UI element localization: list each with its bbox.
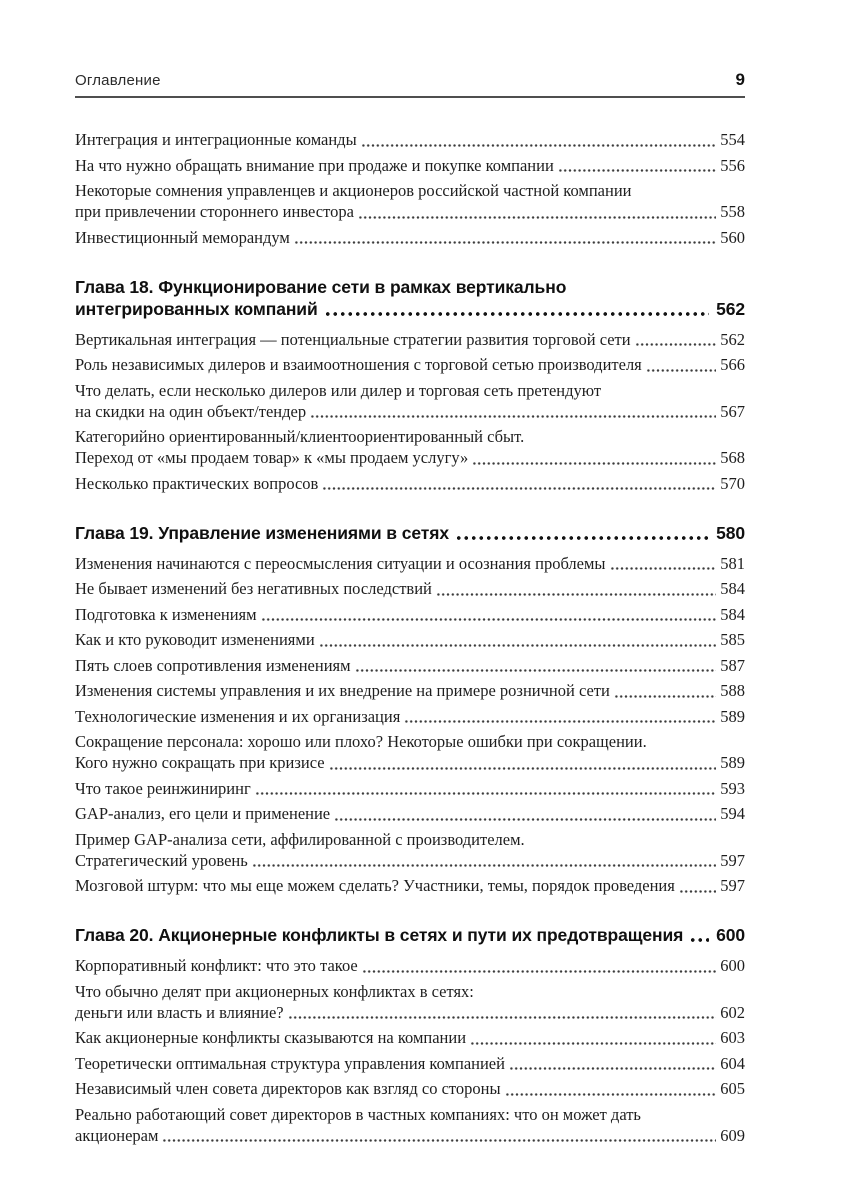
chapter-heading-row [75,298,745,320]
toc-entry [75,354,745,375]
toc-entry [75,473,745,494]
running-header-title: Оглавление [75,72,161,89]
dotted-leader [470,1042,716,1045]
toc-entry [75,778,745,799]
dotted-leader [509,1067,716,1070]
toc-entry [75,731,745,773]
dotted-leader [322,487,716,490]
dotted-leader [355,669,717,672]
chapter-heading [75,276,745,320]
page-number: 9 [735,70,745,89]
toc-entry-page-number: 609 [720,1125,745,1145]
toc-entry-text: Несколько практических вопросов [75,473,319,493]
toc-entry-text: Мозговой штурм: что мы еще можем сделать? Участники, темы, порядок проведения [75,876,675,895]
toc-entry-row [75,354,745,375]
toc-entry-text: Вертикальная интеграция — потенциальные стратегии развития торговой сети [75,329,631,349]
toc-entry [75,981,745,1023]
dotted-leader [329,767,717,770]
toc-entry-row [75,329,745,350]
toc-entry-row [75,227,745,248]
dotted-leader [324,312,709,316]
dotted-leader [455,536,709,540]
toc-entry-row [75,955,745,976]
toc-entry-page-number: 587 [720,655,745,675]
toc-entry-text: Теоретически оптимальная структура управления компанией [75,1053,505,1073]
chapter-heading-row [75,522,745,544]
toc-entry-text: Сокращение персонала: хорошо или плохо? Некоторые ошибки при сокращении. [75,732,647,751]
toc-entry-row [75,129,745,150]
toc-entry-row [75,680,745,701]
toc-entry [75,129,745,150]
toc-entry-text: Что обычно делят при акционерных конфликтах в сетях: [75,981,474,1001]
toc-entry-row [75,1027,745,1048]
dotted-leader [310,415,716,418]
toc-entry [75,629,745,650]
dotted-leader [361,144,717,147]
toc-entry-page-number: 584 [720,604,745,624]
toc-entry-text: Что такое реинжиниринг [75,778,251,798]
dotted-leader [635,343,717,346]
toc-entry-text: Пять слоев сопротивления изменениям [75,655,351,675]
chapter-page-number: 562 [716,298,745,319]
toc-entry-page-number: 567 [720,401,745,421]
chapter-heading-text: Глава 19. Управление изменениями в сетях [75,522,449,543]
toc-entry-page-number: 603 [720,1028,745,1047]
toc-entry-text: Изменения начинаются с переосмысления ситуации и осознания проблемы [75,553,606,573]
toc-entry-text: Интеграция и интеграционные команды [75,130,357,149]
toc-entry-page-number: 589 [720,706,745,726]
toc-entry-row [75,778,745,799]
toc-entry-page-number: 605 [720,1079,745,1098]
toc-entry [75,706,745,727]
toc-entry-row [75,850,745,871]
toc-entry [75,680,745,701]
dotted-leader [404,720,716,723]
dotted-leader [294,241,716,244]
chapter-heading [75,522,745,544]
dotted-leader [255,792,717,795]
toc-entry [75,1078,745,1099]
toc-entry-row [75,1078,745,1099]
toc-entry-row [75,473,745,494]
dotted-leader [610,567,717,570]
toc-entry [75,875,745,896]
toc-entry-row [75,578,745,599]
chapter-heading-text: интегрированных компаний [75,298,318,319]
toc-entry-row [75,655,745,676]
toc-entry-page-number: 581 [720,553,745,573]
toc-entry [75,829,745,871]
toc-entry-text: На что нужно обращать внимание при продаже и покупке компании [75,155,554,175]
chapter-heading-text: Глава 20. Акционерные конфликты в сетях и пути их предотвращения [75,925,684,945]
toc-entry-page-number: 566 [720,355,745,374]
toc-entry-page-number: 594 [720,804,745,823]
toc-entry-page-number: 600 [720,956,745,975]
toc-list [75,98,745,1146]
toc-entry-row [75,155,745,176]
toc-entry-text: Стратегический уровень [75,850,248,870]
dotted-leader [436,593,716,596]
toc-entry-page-number: 584 [720,579,745,598]
toc-entry-text: Как и кто руководит изменениями [75,630,315,649]
toc-entry [75,329,745,350]
page-header [75,70,745,98]
dotted-leader [614,695,716,698]
dotted-leader [162,1139,716,1142]
dotted-leader [252,864,716,867]
toc-entry-text: Некоторые сомнения управленцев и акционеров российской частной компании [75,181,632,200]
toc-entry-row [75,553,745,574]
toc-entry [75,553,745,574]
dotted-leader [505,1093,717,1096]
toc-entry [75,1053,745,1074]
dotted-leader [472,462,716,465]
toc-entry-page-number: 562 [720,329,745,349]
chapter-heading [75,924,745,946]
toc-entry-page-number: 602 [720,1002,745,1022]
toc-entry-text: Что делать, если несколько дилеров или дилер и торговая сеть претендуют [75,380,602,400]
toc-entry [75,180,745,222]
toc-entry-row [75,401,745,422]
toc-entry-text: Технологические изменения и их организация [75,706,401,726]
toc-entry-row [75,752,745,773]
toc-entry-page-number: 568 [720,448,745,467]
chapter-heading-row [75,924,745,946]
toc-entry [75,655,745,676]
toc-entry-text: акционерам [75,1125,159,1145]
toc-entry-text: Как акционерные конфликты сказываются на компании [75,1028,467,1047]
dotted-leader [358,216,716,219]
dotted-leader [319,644,717,647]
dotted-leader [261,618,717,621]
toc-entry-page-number: 554 [720,130,745,149]
toc-entry [75,1104,745,1146]
toc-entry-text: Реально работающий совет директоров в частных компаниях: что он может дать [75,1104,641,1124]
toc-entry-page-number: 589 [720,753,745,772]
dotted-leader [334,818,716,821]
dotted-leader [646,369,716,372]
dotted-leader [679,890,716,893]
toc-entry-page-number: 585 [720,630,745,649]
toc-entry [75,803,745,824]
toc-entry [75,227,745,248]
toc-entry-page-number: 593 [720,778,745,798]
dotted-leader [689,938,709,942]
toc-entry-text: Переход от «мы продаем товар» к «мы продаем услугу» [75,448,469,467]
toc-entry-row [75,803,745,824]
toc-entry-page-number: 558 [720,202,745,221]
toc-entry [75,155,745,176]
toc-entry-row [75,1125,745,1146]
toc-entry-text: Инвестиционный меморандум [75,227,290,247]
toc-entry-text: Категорийно ориентированный/клиентоориентированный сбыт. [75,427,525,446]
toc-entry-page-number: 560 [720,227,745,247]
toc-entry-row [75,447,745,468]
toc-entry-page-number: 597 [720,876,745,895]
toc-entry-text: Независимый член совета директоров как взгляд со стороны [75,1079,501,1098]
toc-entry [75,426,745,468]
toc-entry-row [75,604,745,625]
toc-entry-text: при привлечении стороннего инвестора [75,202,354,221]
toc-entry-row [75,201,745,222]
toc-entry-row [75,706,745,727]
toc-entry-text: Подготовка к изменениям [75,604,257,624]
chapter-page-number: 600 [716,925,745,945]
toc-entry-text: деньги или власть и влияние? [75,1002,284,1022]
toc-entry-text: Корпоративный конфликт: что это такое [75,956,358,975]
toc-entry-page-number: 570 [720,473,745,493]
dotted-leader [362,970,717,973]
toc-entry [75,380,745,422]
toc-entry-page-number: 604 [720,1053,745,1073]
toc-entry [75,1027,745,1048]
toc-entry-page-number: 597 [720,850,745,870]
dotted-leader [558,169,716,172]
toc-entry-text: GAP-анализ, его цели и применение [75,804,331,823]
toc-entry-text: Пример GAP-анализа сети, аффилированной с производителем. [75,829,525,849]
toc-entry-text: на скидки на один объект/тендер [75,401,307,421]
toc-entry [75,604,745,625]
toc-entry-text: Кого нужно сокращать при кризисе [75,753,325,772]
chapter-heading-text: Глава 18. Функционирование сети в рамках вертикально [75,276,567,297]
dotted-leader [288,1016,717,1019]
toc-entry-page-number: 588 [720,681,745,700]
toc-entry-text: Изменения системы управления и их внедрение на примере розничной сети [75,681,610,700]
toc-entry-text: Роль независимых дилеров и взаимоотношения с торговой сетью производителя [75,355,642,374]
toc-entry-page-number: 556 [720,155,745,175]
toc-entry-row [75,1002,745,1023]
toc-entry-row [75,1053,745,1074]
toc-entry [75,578,745,599]
toc-entry-text: Не бывает изменений без негативных последствий [75,579,432,598]
toc-entry [75,955,745,976]
chapter-page-number: 580 [716,522,745,543]
toc-entry-row [75,875,745,896]
toc-entry-row [75,629,745,650]
